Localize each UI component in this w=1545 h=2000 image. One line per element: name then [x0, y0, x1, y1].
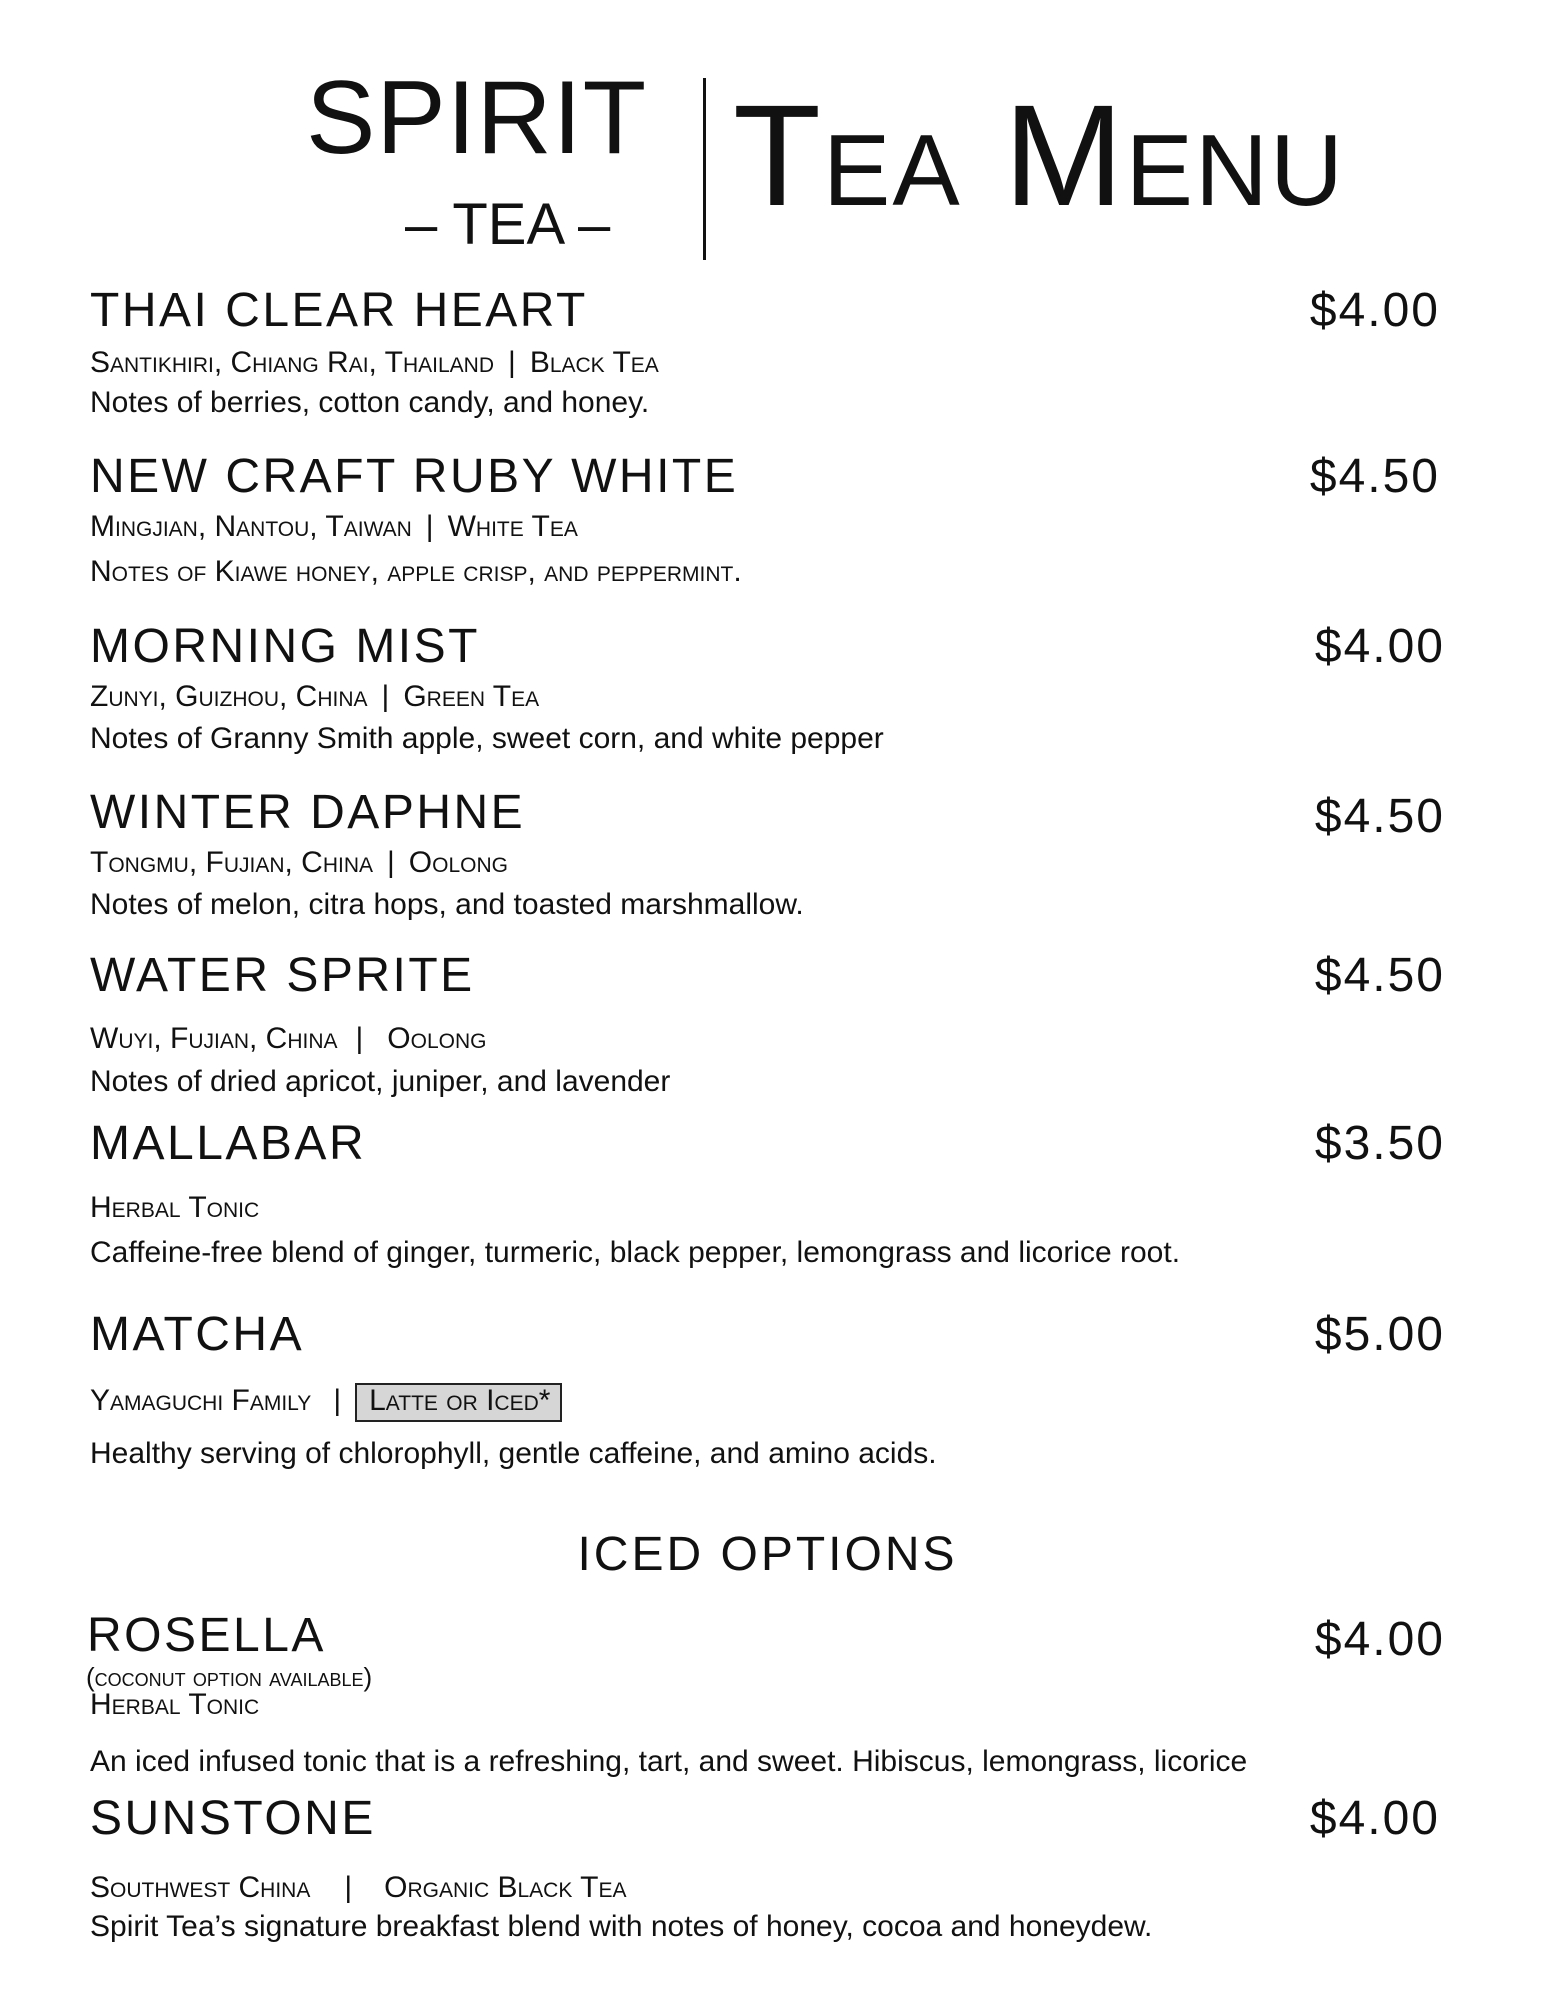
item-name: WATER SPRITE — [90, 949, 475, 1002]
item-origin: Santikhiri, Chiang Rai, Thailand | Black Tea — [90, 346, 659, 379]
item-notes: Notes of melon, citra hops, and toasted marshmallow. — [90, 888, 804, 921]
item-notes: Spirit Tea’s signature breakfast blend with notes of honey, cocoa and honeydew. — [90, 1910, 1153, 1943]
item-tea-type: Black Tea — [529, 346, 659, 379]
item-name: MATCHA — [90, 1308, 305, 1361]
menu-header — [0, 0, 1545, 270]
item-name: ROSELLA — [87, 1609, 326, 1662]
item-price: $4.00 — [1309, 284, 1440, 337]
menu-item-matcha — [90, 1308, 1450, 1481]
item-notes: Caffeine-free blend of ginger, turmeric, black pepper, lemongrass and licorice root. — [90, 1236, 1181, 1269]
item-price: $3.50 — [1314, 1117, 1445, 1170]
item-origin: Zunyi, Guizhou, China | Green Tea — [90, 680, 540, 713]
item-name: THAI CLEAR HEART — [90, 284, 588, 337]
item-name: MORNING MIST — [90, 620, 480, 673]
item-tea-type: White Tea — [447, 510, 578, 543]
item-notes: Notes of Granny Smith apple, sweet corn, and white pepper — [90, 722, 884, 755]
brand-logo-sub: – TEA – — [405, 192, 611, 257]
item-price: $5.00 — [1314, 1308, 1445, 1361]
item-origin: Southwest China | Organic Black Tea — [90, 1871, 627, 1904]
item-price: $4.50 — [1314, 949, 1445, 1002]
item-origin: Tongmu, Fujian, China | Oolong — [90, 846, 508, 879]
item-price: $4.00 — [1309, 1792, 1440, 1845]
item-price: $4.00 — [1314, 1613, 1445, 1666]
menu-item-thai-clear-heart — [90, 284, 1450, 427]
item-price: $4.50 — [1314, 790, 1445, 843]
menu-item-new-craft-ruby-white — [90, 450, 1450, 603]
item-origin: Herbal Tonic — [90, 1688, 260, 1721]
item-origin: Yamaguchi Family | Latte or Iced* — [90, 1383, 562, 1422]
item-option-note: (coconut option available) — [86, 1662, 373, 1692]
menu-item-water-sprite — [90, 949, 1450, 1102]
header-divider — [703, 78, 706, 260]
iced-options-heading: ICED OPTIONS — [577, 1528, 958, 1581]
item-origin: Wuyi, Fujian, China | Oolong — [90, 1022, 487, 1055]
item-notes: An iced infused tonic that is a refreshing, tart, and sweet. Hibiscus, lemongrass, licorice — [90, 1745, 1248, 1778]
item-price: $4.50 — [1309, 450, 1440, 503]
item-notes: Healthy serving of chlorophyll, gentle caffeine, and amino acids. — [90, 1437, 937, 1470]
item-name: MALLABAR — [90, 1117, 367, 1170]
item-tea-type: Oolong — [408, 846, 508, 879]
item-notes: Notes of dried apricot, juniper, and lavender — [90, 1065, 671, 1098]
menu-item-rosella — [86, 1609, 1450, 1782]
menu-item-mallabar — [90, 1117, 1450, 1280]
brand-logo-main: SPIRIT — [306, 60, 648, 176]
item-notes: Notes of berries, cotton candy, and honey. — [90, 386, 650, 419]
item-origin: Herbal Tonic — [90, 1191, 260, 1224]
item-price: $4.00 — [1314, 620, 1445, 673]
item-name: NEW CRAFT RUBY WHITE — [90, 450, 739, 503]
item-tea-type: Organic Black Tea — [384, 1871, 627, 1904]
latte-or-iced-badge: Latte or Iced* — [355, 1383, 562, 1422]
item-name: SUNSTONE — [90, 1792, 376, 1845]
item-tea-type: Oolong — [387, 1022, 487, 1055]
item-name: WINTER DAPHNE — [90, 786, 526, 839]
item-notes: Notes of Kiawe honey, apple crisp, and peppermint. — [90, 555, 742, 588]
menu-item-sunstone — [90, 1792, 1450, 1975]
item-origin: Mingjian, Nantou, Taiwan | White Tea — [90, 510, 578, 543]
menu-title: Tea Menu — [733, 75, 1345, 236]
menu-item-winter-daphne — [90, 786, 1450, 929]
item-tea-type: Green Tea — [403, 680, 540, 713]
menu-item-morning-mist — [90, 620, 1450, 763]
